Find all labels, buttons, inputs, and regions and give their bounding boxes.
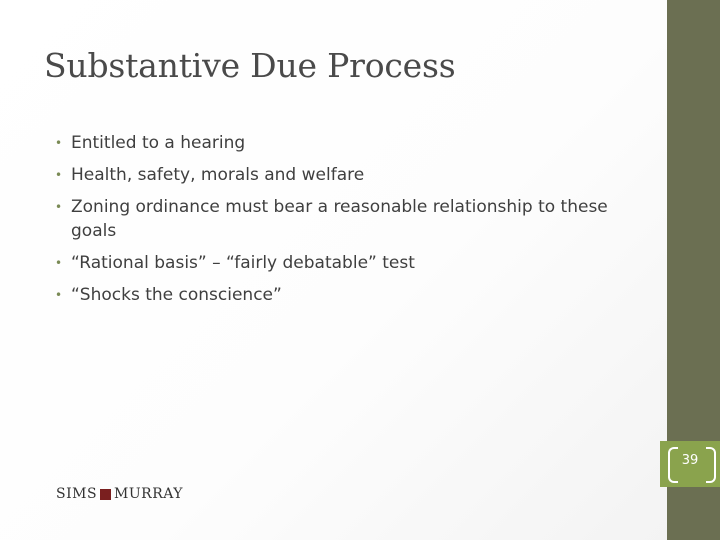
page-number: 39 <box>681 453 699 468</box>
logo-right-text: MURRAY <box>114 486 184 502</box>
page-number-badge <box>660 441 720 487</box>
bullet-text: Health, safety, morals and welfare <box>71 165 365 185</box>
page-title: Substantive Due Process <box>44 46 456 85</box>
bullet-text: “Shocks the conscience” <box>71 285 282 305</box>
bullet-icon: • <box>55 256 63 270</box>
logo-left-text: SIMS <box>56 486 98 502</box>
list-item <box>56 251 646 275</box>
bullet-text: “Rational basis” – “fairly debatable” test <box>71 253 415 273</box>
bullet-icon: • <box>55 136 63 150</box>
list-item <box>56 163 646 187</box>
bullet-icon: • <box>55 288 63 302</box>
logo-square-icon <box>100 489 111 500</box>
bullet-icon: • <box>55 168 63 182</box>
list-item <box>56 283 646 307</box>
bullet-list <box>56 131 646 315</box>
list-item <box>56 195 646 243</box>
list-item <box>56 131 646 155</box>
bullet-text: Zoning ordinance must bear a reasonable relationship to these goals <box>71 197 608 241</box>
bullet-text: Entitled to a hearing <box>71 133 246 153</box>
bullet-icon: • <box>55 200 63 214</box>
sims-murray-logo <box>56 484 183 504</box>
